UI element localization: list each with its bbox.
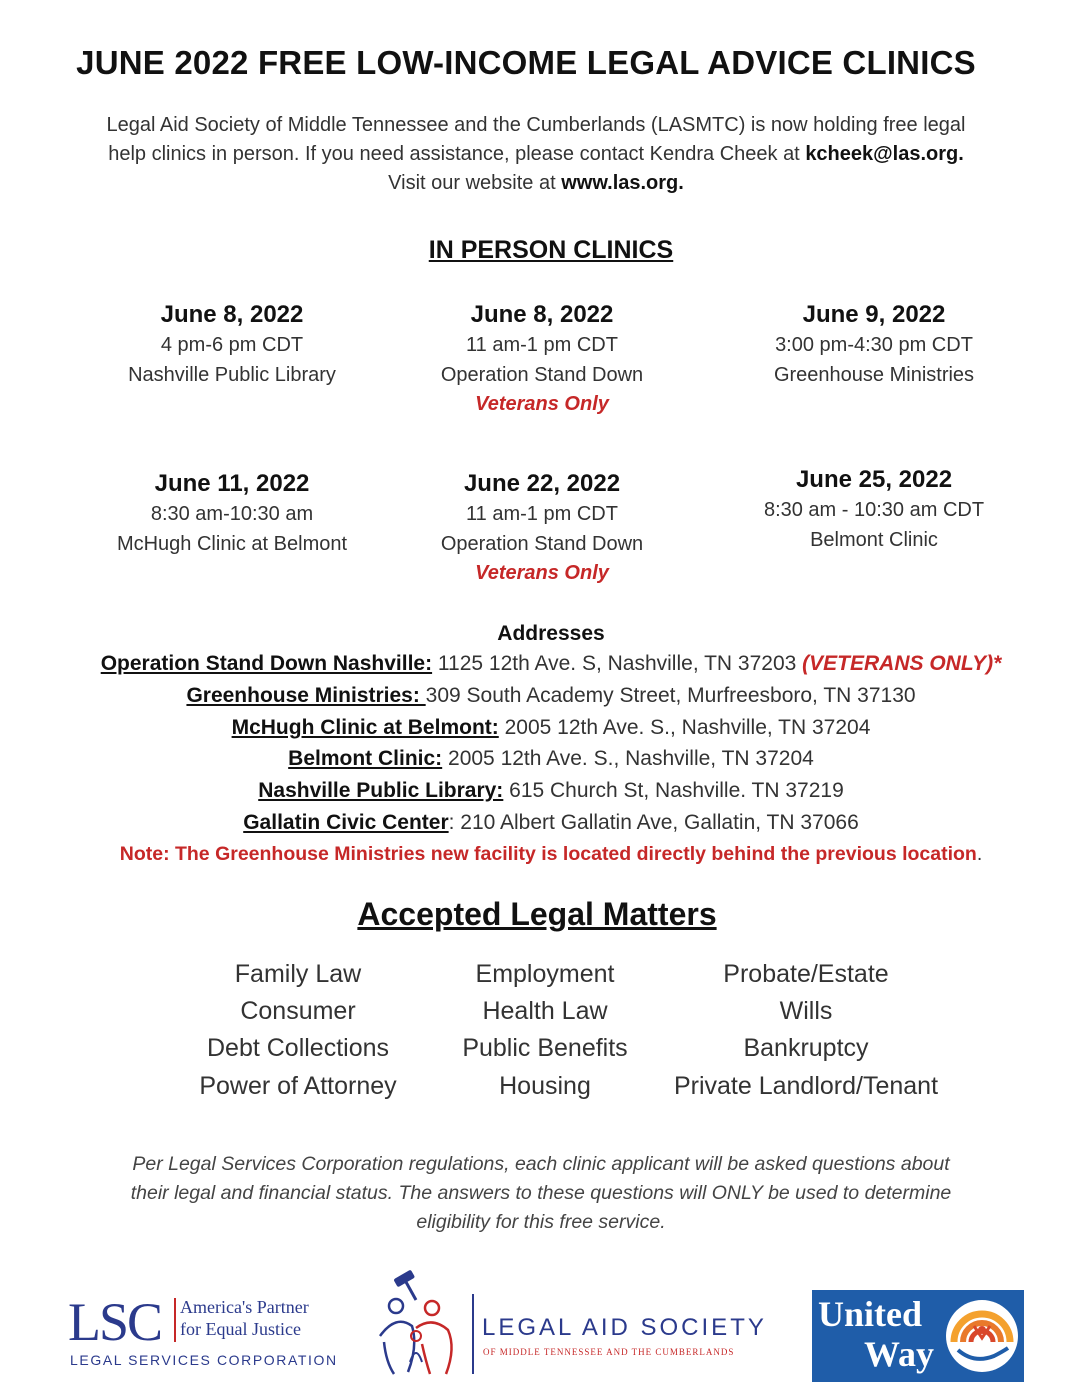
address-name: Operation Stand Down Nashville: (100, 652, 433, 675)
website-link[interactable]: www.las.org. (561, 172, 684, 194)
lsc-divider (174, 1298, 176, 1342)
accepted-matters-heading: Accepted Legal Matters (357, 896, 717, 932)
gavel-family-icon (372, 1266, 468, 1386)
clinic-location: Operation Stand Down (440, 533, 644, 555)
veterans-only-flag: (VETERANS ONLY)* (802, 652, 1002, 675)
las-name: LEGAL AID SOCIETY (482, 1314, 767, 1341)
page-title: JUNE 2022 FREE LOW-INCOME LEGAL ADVICE CLINICS (76, 44, 976, 81)
clinic-time: 8:30 am-10:30 am (150, 503, 314, 525)
intro-line-1: Legal Aid Society of Middle Tennessee and the Cumberlands (LASMTC) is now holding free legal (106, 114, 966, 136)
disclaimer-line: their legal and financial status. The answers to these questions will ONLY be used to determine (130, 1182, 952, 1204)
intro-line-3-text: Visit our website at (388, 172, 562, 194)
address-text: 2005 12th Ave. S., Nashville, TN 37204 (442, 747, 814, 771)
united-way-line-2: Way (864, 1334, 935, 1374)
rainbow-hand-icon (944, 1298, 1020, 1374)
intro-line-2 (60, 140, 1012, 169)
address-name: Gallatin Civic Center (243, 810, 449, 834)
clinic-location: Greenhouse Ministries (773, 364, 975, 386)
clinic-time: 8:30 am - 10:30 am CDT (763, 499, 985, 521)
address-name: McHugh Clinic at Belmont: (231, 715, 499, 739)
clinic-location: Nashville Public Library (128, 364, 336, 386)
clinic-time: 4 pm-6 pm CDT (160, 334, 304, 356)
lsc-tagline-1: America's Partner (180, 1297, 309, 1317)
matter-item: Public Benefits (462, 1034, 628, 1063)
intro-line-3 (60, 169, 1012, 198)
addresses-heading: Addresses (497, 622, 605, 645)
clinic-location: Belmont Clinic (810, 529, 938, 551)
matter-item: Employment (475, 960, 615, 988)
lsc-tagline (180, 1296, 309, 1340)
address-row (0, 648, 1082, 680)
clinic-location: Operation Stand Down (440, 364, 644, 386)
united-way-line-1: United (818, 1294, 923, 1334)
clinic-card (72, 300, 392, 390)
las-subtitle: OF MIDDLE TENNESSEE AND THE CUMBERLANDS (483, 1347, 735, 1357)
clinic-card (72, 469, 392, 559)
matter-item: Power of Attorney (199, 1071, 397, 1100)
intro-text (60, 111, 1012, 198)
matter-item: Bankruptcy (743, 1034, 869, 1063)
clinic-card (714, 465, 1034, 555)
clinic-card (714, 300, 1034, 390)
contact-email[interactable]: kcheek@las.org. (805, 143, 964, 165)
address-name: Nashville Public Library: (258, 779, 504, 803)
address-row (0, 712, 1082, 744)
address-text: 1125 12th Ave. S, Nashville, TN 37203 (432, 652, 803, 675)
address-row (0, 807, 1082, 839)
address-row (0, 680, 1082, 712)
matter-item: Health Law (482, 997, 608, 1026)
las-divider (472, 1294, 474, 1374)
clinic-location: McHugh Clinic at Belmont (116, 533, 348, 555)
disclaimer-line: Per Legal Services Corporation regulations, each clinic applicant will be asked questions about (132, 1153, 950, 1175)
clinic-card (382, 300, 702, 419)
greenhouse-note (0, 839, 1082, 869)
united-way-logo (812, 1290, 1024, 1382)
addresses-section (0, 620, 1082, 869)
matter-item: Debt Collections (206, 1034, 390, 1063)
matter-item: Housing (499, 1071, 591, 1100)
address-name: Belmont Clinic: (288, 747, 443, 771)
matter-item: Probate/Estate (723, 960, 889, 988)
in-person-heading: IN PERSON CLINICS (428, 236, 674, 264)
lsc-logo (68, 1292, 338, 1374)
address-name: Greenhouse Ministries: (186, 683, 426, 707)
lsc-corporation-name: LEGAL SERVICES CORPORATION (70, 1352, 338, 1368)
clinic-time: 3:00 pm-4:30 pm CDT (775, 334, 973, 356)
matter-item: Consumer (240, 997, 356, 1026)
greenhouse-note-period: . (976, 842, 983, 865)
matter-item: Private Landlord/Tenant (673, 1071, 939, 1100)
clinic-date: June 11, 2022 (154, 470, 310, 497)
lsc-tagline-2: for Equal Justice (180, 1319, 301, 1339)
clinic-time: 11 am-1 pm CDT (466, 503, 618, 525)
address-text: 2005 12th Ave. S., Nashville, TN 37204 (498, 715, 871, 739)
matters-column (646, 956, 966, 1105)
clinic-date: June 22, 2022 (463, 470, 621, 497)
disclaimer-line: eligibility for this free service. (416, 1211, 666, 1233)
address-row (0, 775, 1082, 807)
veterans-only-label: Veterans Only (475, 562, 609, 584)
lsc-letters: LSC (68, 1292, 162, 1352)
clinic-time: 11 am-1 pm CDT (466, 334, 618, 356)
disclaimer (110, 1150, 972, 1237)
clinic-date: June 8, 2022 (160, 301, 304, 328)
matter-item: Family Law (234, 960, 362, 988)
veterans-only-label: Veterans Only (475, 393, 609, 415)
clinic-card (382, 469, 702, 588)
address-text: 615 Church St, Nashville. TN 37219 (503, 779, 844, 803)
address-text: 309 South Academy Street, Murfreesboro, TN 37130 (425, 683, 916, 707)
clinic-date: June 9, 2022 (802, 301, 946, 328)
address-row (0, 743, 1082, 775)
legal-aid-society-logo (372, 1266, 772, 1386)
address-text: : 210 Albert Gallatin Ave, Gallatin, TN 37066 (448, 810, 859, 834)
greenhouse-note-text: Note: The Greenhouse Ministries new facility is located directly behind the previous location (119, 842, 977, 865)
clinic-date: June 25, 2022 (795, 466, 953, 493)
intro-line-2-text: help clinics in person. If you need assistance, please contact Kendra Cheek at (108, 143, 806, 165)
clinic-date: June 8, 2022 (470, 301, 614, 328)
matter-item: Wills (779, 997, 833, 1026)
